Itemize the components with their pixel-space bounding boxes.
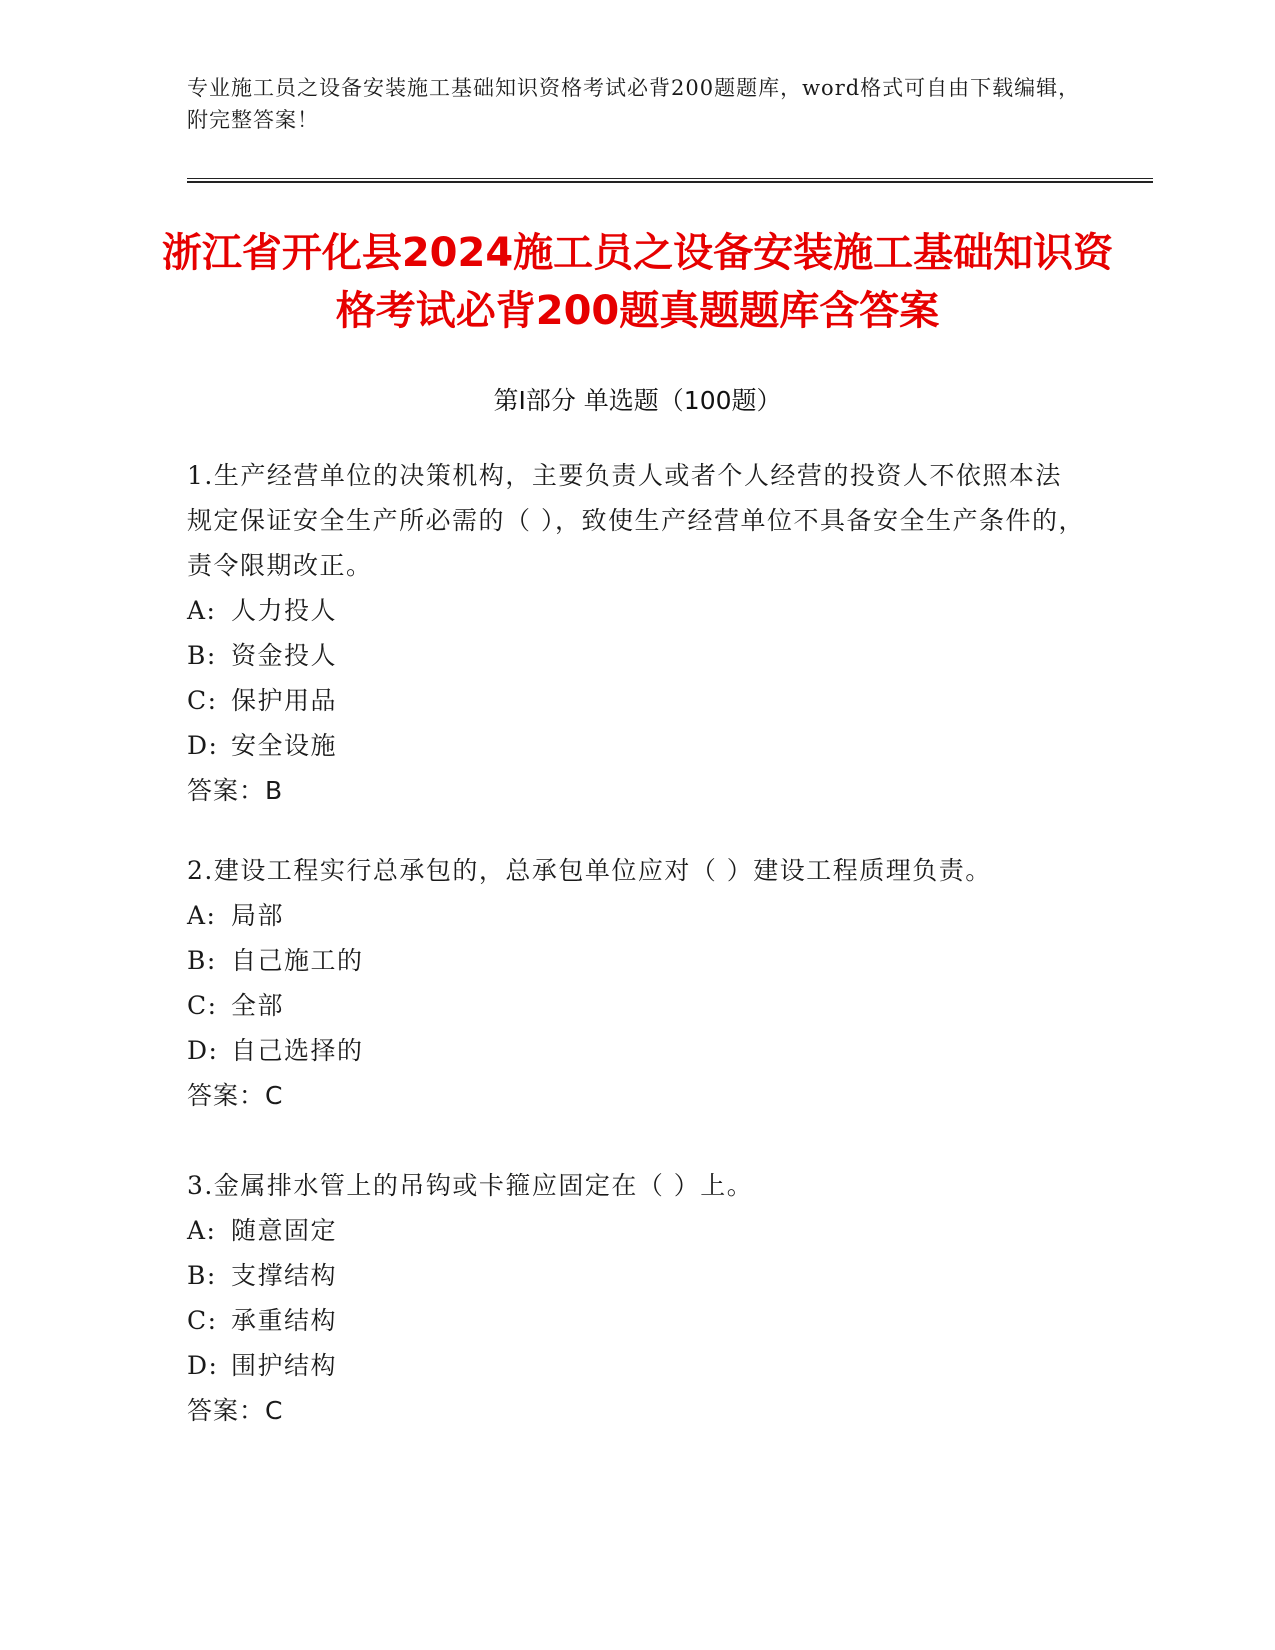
document-title: 浙江省开化县2024施工员之设备安装施工基础知识资格考试必背200题真题题库含答案 xyxy=(161,230,1114,334)
question-3 xyxy=(187,1163,1087,1434)
option-text: 人力投人 xyxy=(231,596,338,625)
option-key: B: xyxy=(187,946,217,975)
option-key: A: xyxy=(187,1216,217,1245)
option-a xyxy=(187,893,1087,938)
option-key: A: xyxy=(187,901,217,930)
option-c xyxy=(187,983,1087,1028)
answer: 答案：B xyxy=(187,776,284,805)
option-key: B: xyxy=(187,1261,217,1290)
option-c xyxy=(187,1298,1087,1343)
option-d xyxy=(187,1028,1087,1073)
option-key: D: xyxy=(187,1036,219,1065)
option-key: D: xyxy=(187,731,219,760)
question-1 xyxy=(187,453,1087,814)
header-note: 专业施工员之设备安装施工基础知识资格考试必背200题题库，word格式可自由下载编辑，附完整答案！ xyxy=(187,76,1081,132)
option-text: 资金投人 xyxy=(231,641,338,670)
option-text: 自己选择的 xyxy=(231,1036,364,1065)
option-text: 安全设施 xyxy=(231,731,338,760)
option-c xyxy=(187,678,1087,723)
question-stem: 2.建设工程实行总承包的，总承包单位应对（ ）建设工程质理负责。 xyxy=(187,856,992,885)
option-d xyxy=(187,1343,1087,1388)
option-text: 支撑结构 xyxy=(231,1261,338,1290)
option-b xyxy=(187,938,1087,983)
option-key: C: xyxy=(187,686,218,715)
option-a xyxy=(187,1208,1087,1253)
header-divider-thick xyxy=(187,181,1153,183)
option-text: 全部 xyxy=(231,991,285,1020)
option-key: D: xyxy=(187,1351,219,1380)
option-a xyxy=(187,588,1087,633)
option-key: B: xyxy=(187,641,217,670)
option-text: 承重结构 xyxy=(231,1306,338,1335)
option-key: A: xyxy=(187,596,217,625)
question-stem: 3.金属排水管上的吊钩或卡箍应固定在（ ）上。 xyxy=(187,1171,754,1200)
question-stem: 1.生产经营单位的决策机构，主要负责人或者个人经营的投资人不依照本法规定保证安全生产所必需的（ ），致使生产经营单位不具备安全生产条件的，责令限期改正。 xyxy=(187,461,1085,580)
option-text: 局部 xyxy=(231,901,285,930)
answer: 答案：C xyxy=(187,1081,284,1110)
option-key: C: xyxy=(187,991,218,1020)
header-divider-thin xyxy=(187,178,1153,179)
option-text: 围护结构 xyxy=(231,1351,338,1380)
option-text: 保护用品 xyxy=(231,686,338,715)
question-2 xyxy=(187,848,1087,1119)
option-text: 自己施工的 xyxy=(231,946,364,975)
option-b xyxy=(187,633,1087,678)
option-b xyxy=(187,1253,1087,1298)
answer: 答案：C xyxy=(187,1396,284,1425)
section-title: 第Ⅰ部分 单选题（100题） xyxy=(493,386,782,415)
option-d xyxy=(187,723,1087,768)
option-text: 随意固定 xyxy=(231,1216,338,1245)
option-key: C: xyxy=(187,1306,218,1335)
